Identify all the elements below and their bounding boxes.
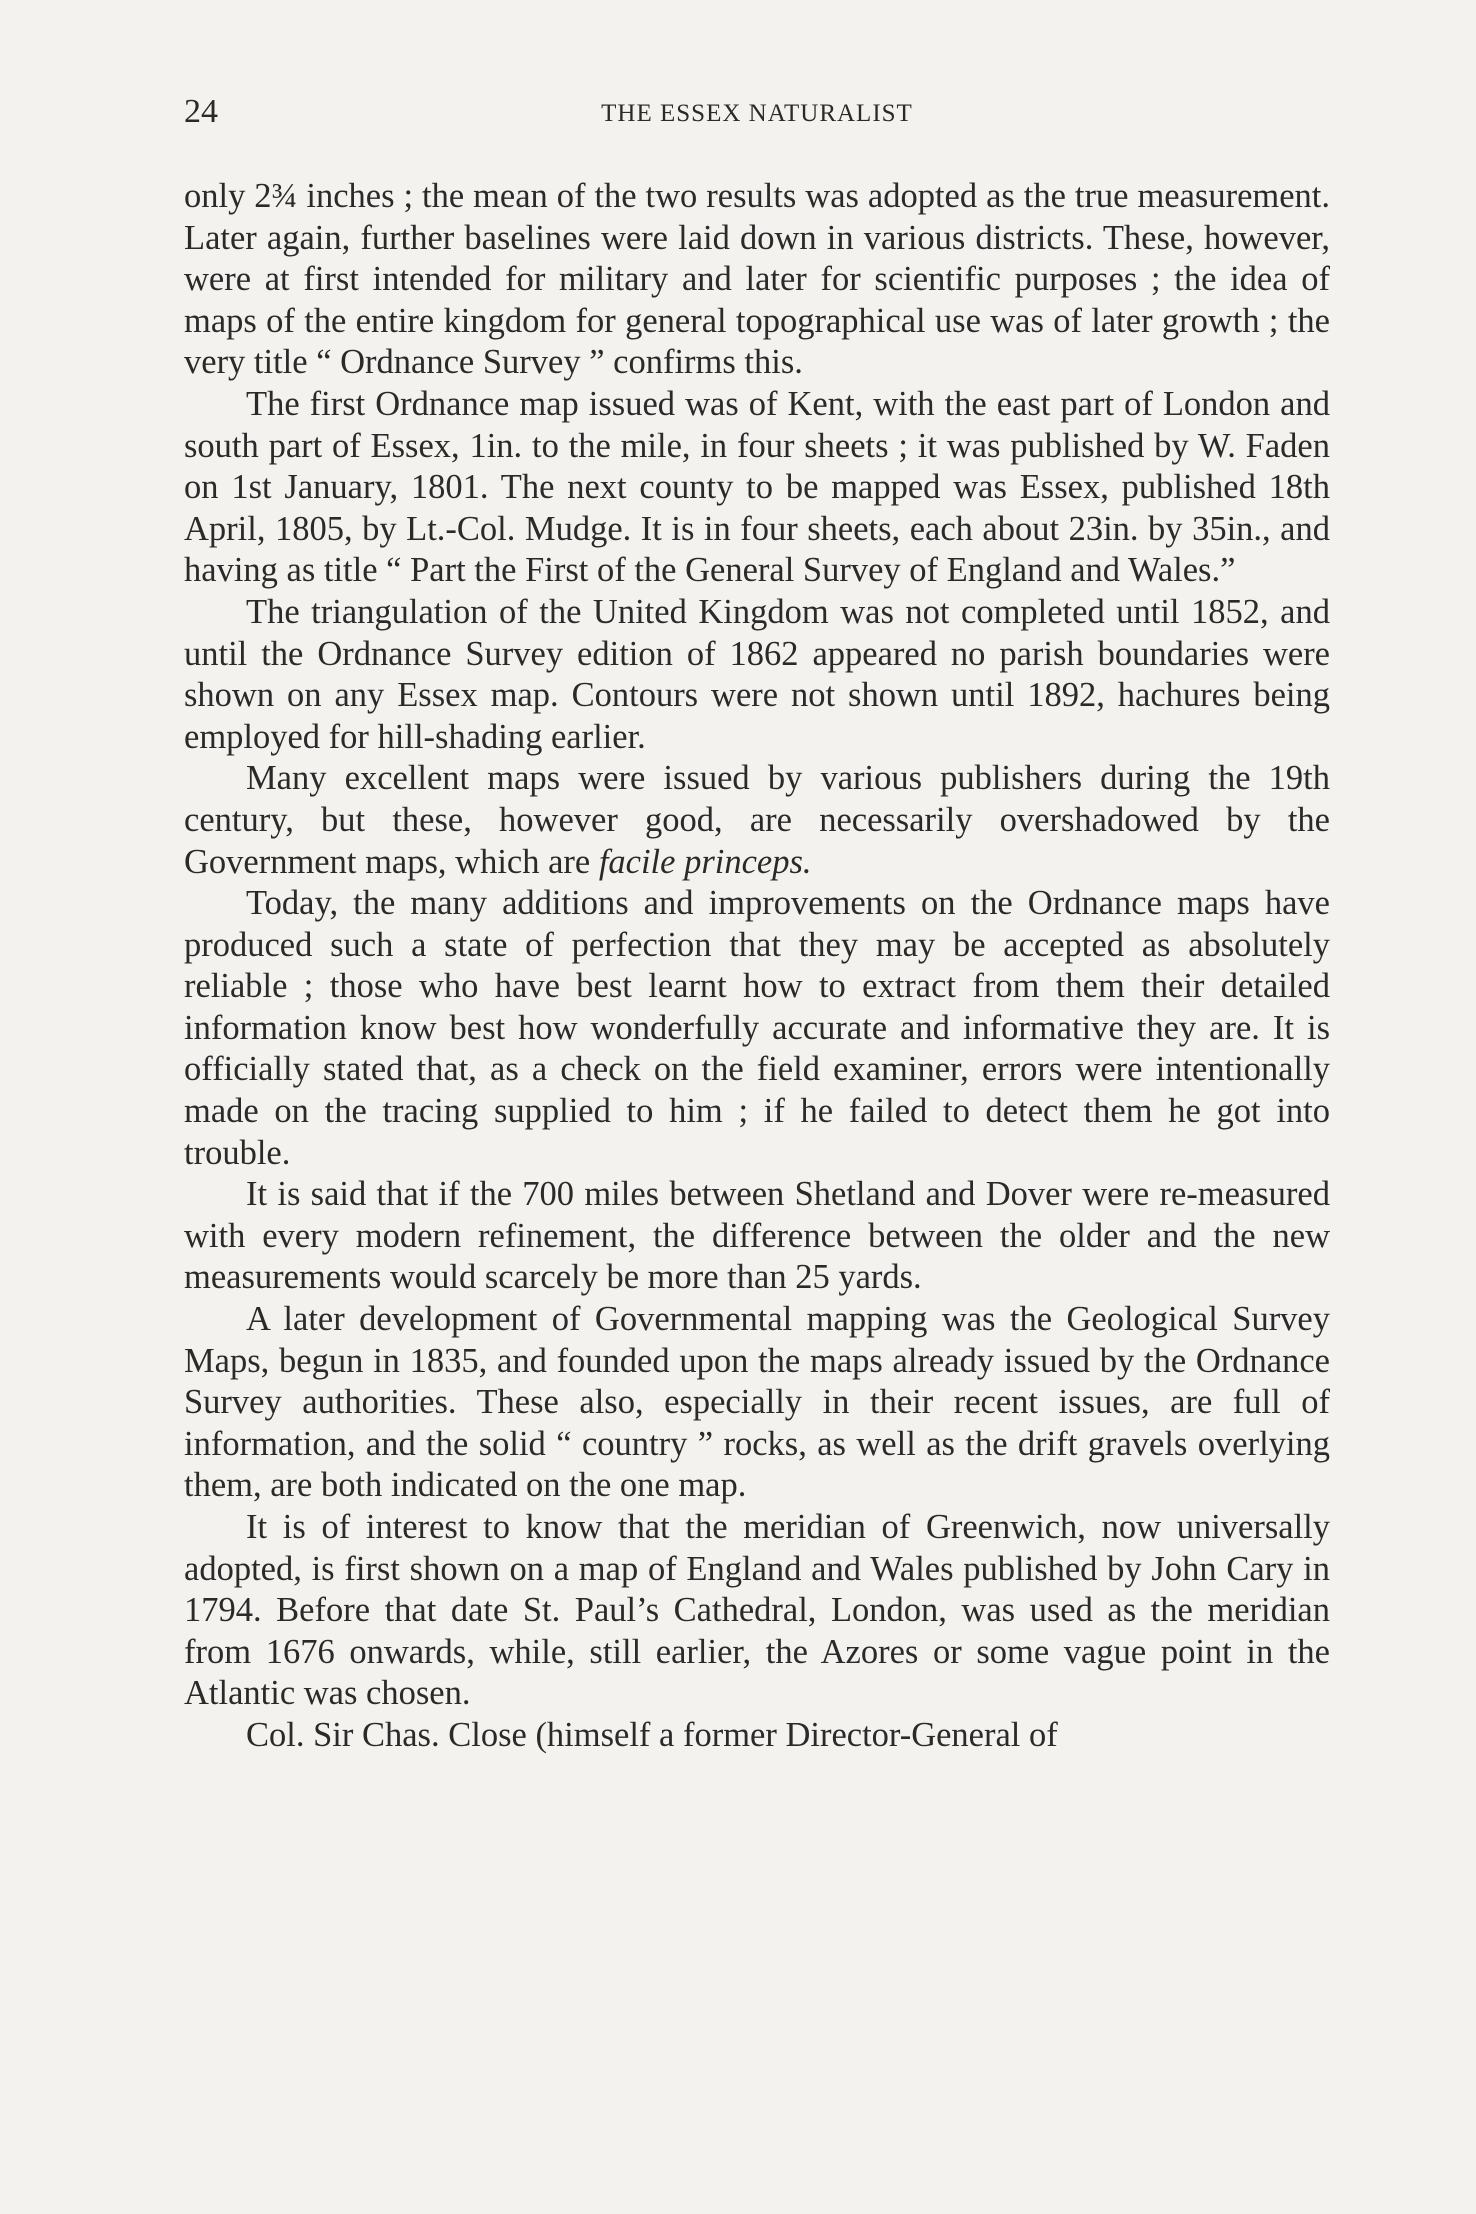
page-number: 24 — [184, 93, 218, 130]
paragraph: Col. Sir Chas. Close (himself a former Director-General of — [246, 1715, 1058, 1754]
paragraph: The triangulation of the United Kingdom was not completed until 1852, and until the Ordnance Survey edition of 1862 appeared no parish boundaries were shown on any Essex map. Contours were not shown until 1892, hachures being employed for hill-shading earlier. — [184, 592, 1330, 756]
article-body — [184, 176, 1330, 1757]
paragraph: The first Ordnance map issued was of Kent, with the east part of London and south part of Essex, 1in. to the mile, in four sheets ; it was published by W. Faden on 1st January, 1801. The next county to be mapped was Essex, published 18th April, 1805, by Lt.-Col. Mudge. It is in four sheets, each about 23in. by 35in., and having as title “ Part the First of the General Survey of England and Wales.” — [184, 384, 1330, 590]
italic-phrase: facile princeps. — [598, 842, 812, 881]
paragraph-text: Many excellent maps were issued by various publishers during the 19th century, but these, however good, are necessarily overshadowed by the Government maps, which are — [184, 759, 1330, 881]
paragraph: Today, the many additions and improvements on the Ordnance maps have produced such a state of perfection that they may be accepted as absolutely reliable ; those who have best learnt how to extract from them their detailed information know best how wonderfully accurate and informative they are. It is officially stated that, as a check on the field examiner, errors were intentionally made on the tracing supplied to him ; if he failed to detect them he got into trouble. — [184, 884, 1330, 1172]
running-header — [184, 92, 1330, 132]
paragraph: It is of interest to know that the meridian of Greenwich, now universally adopted, is first shown on a map of England and Wales published by John Cary in 1794. Before that date St. Paul’s Cathedral, London, was used as the meridian from 1676 onwards, while, still earlier, the Azores or some vague point in the Atlantic was chosen. — [184, 1508, 1330, 1713]
paragraph — [184, 758, 1330, 883]
paragraph: It is said that if the 700 miles between Shetland and Dover were re-measured with every modern refinement, the difference between the older and the new measurements would scarcely be more than 25 yards. — [184, 1175, 1330, 1297]
paragraph: only 2¾ inches ; the mean of the two results was adopted as the true measurement. Later again, further baselines were laid down in various districts. These, however, were at first intended for military and later for scientific purposes ; the idea of maps of the entire kingdom for general topographical use was of later growth ; the very title “ Ordnance Survey ” confirms this. — [184, 177, 1330, 382]
journal-title: THE ESSEX NATURALIST — [601, 100, 913, 127]
paragraph: A later development of Governmental mapping was the Geological Survey Maps, begun in 1835, and founded upon the maps already issued by the Ordnance Survey authorities. These also, especially in their recent issues, are full of information, and the solid “ country ” rocks, as well as the drift gravels overlying them, are both indicated on the one map. — [184, 1300, 1330, 1505]
